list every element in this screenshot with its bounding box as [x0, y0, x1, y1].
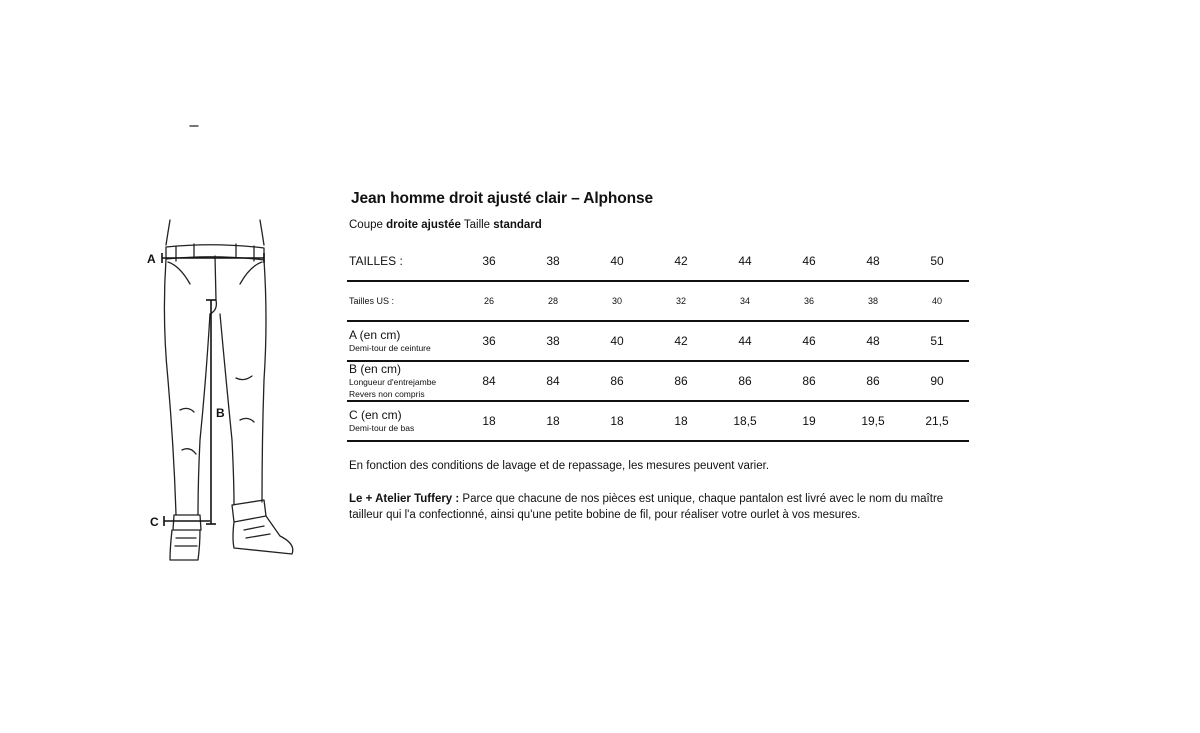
- label-b: B: [216, 406, 225, 420]
- us-size-cell: 32: [649, 281, 713, 321]
- measure-cell: 38: [521, 321, 585, 361]
- measure-cell: 84: [457, 361, 521, 401]
- measure-cell: 36: [457, 321, 521, 361]
- us-size-cell: 26: [457, 281, 521, 321]
- label-a: A: [147, 252, 156, 266]
- measure-b-note: Revers non compris: [349, 389, 425, 399]
- measure-cell: 19: [777, 401, 841, 441]
- measure-cell: 86: [649, 361, 713, 401]
- measure-cell: 51: [905, 321, 969, 361]
- sizes-label: TAILLES :: [347, 242, 457, 281]
- measure-b-title: B (en cm): [349, 362, 402, 376]
- size-cell: 44: [713, 242, 777, 281]
- measure-cell: 46: [777, 321, 841, 361]
- measure-cell: 18: [585, 401, 649, 441]
- measure-a-desc: Demi-tour de ceinture: [349, 343, 431, 353]
- measure-cell: 42: [649, 321, 713, 361]
- measure-row-a: [347, 321, 969, 361]
- measure-cell: 84: [521, 361, 585, 401]
- us-size-cell: 34: [713, 281, 777, 321]
- us-sizes-label: Tailles US :: [347, 281, 457, 321]
- measure-row-c: [347, 401, 969, 441]
- measure-cell: 40: [585, 321, 649, 361]
- measure-cell: 90: [905, 361, 969, 401]
- product-title: Jean homme droit ajusté clair – Alphonse: [351, 190, 654, 207]
- measure-b-desc: Longueur d'entrejambe: [349, 377, 437, 387]
- measure-b-label: [347, 361, 457, 401]
- fit-middle: Taille: [460, 219, 494, 231]
- size-type: standard: [493, 219, 542, 231]
- measure-c-desc: Demi-tour de bas: [349, 423, 415, 433]
- measure-cell: 86: [777, 361, 841, 401]
- size-cell: 40: [585, 242, 649, 281]
- fit-prefix: Coupe: [349, 219, 387, 231]
- label-c: C: [150, 515, 159, 529]
- us-size-cell: 40: [905, 281, 969, 321]
- measure-a-title: A (en cm): [349, 328, 401, 342]
- measure-c-title: C (en cm): [349, 408, 402, 422]
- washing-note: En fonction des conditions de lavage et de repassage, les mesures peuvent varier.: [349, 460, 770, 472]
- fit-description: [349, 219, 542, 231]
- atelier-text: Parce que chacune de nos pièces est unique, chaque pantalon est livré avec le nom du maître tailleur qui l'a confectionné, ainsi qu'une petite bobine de fil, pour réaliser votre ourlet à vos mesures.: [349, 493, 944, 521]
- measure-cell: 86: [585, 361, 649, 401]
- measure-cell: 18,5: [713, 401, 777, 441]
- measure-cell: 44: [713, 321, 777, 361]
- atelier-lead: Le + Atelier Tuffery :: [349, 493, 460, 505]
- size-cell: 42: [649, 242, 713, 281]
- measure-a-label: [347, 321, 457, 361]
- size-cell: 48: [841, 242, 905, 281]
- measure-cell: 18: [457, 401, 521, 441]
- us-size-cell: 38: [841, 281, 905, 321]
- sizes-row: [347, 242, 969, 281]
- us-size-cell: 30: [585, 281, 649, 321]
- us-sizes-row: [347, 281, 969, 321]
- fit-type: droite ajustée: [386, 219, 461, 231]
- size-cell: 38: [521, 242, 585, 281]
- measure-cell: 21,5: [905, 401, 969, 441]
- measure-cell: 86: [841, 361, 905, 401]
- measure-c-label: [347, 401, 457, 441]
- size-chart-table: [347, 242, 969, 442]
- measure-cell: 48: [841, 321, 905, 361]
- us-size-cell: 28: [521, 281, 585, 321]
- size-cell: 46: [777, 242, 841, 281]
- atelier-paragraph: [349, 491, 949, 523]
- jeans-illustration: [140, 120, 310, 570]
- measure-cell: 19,5: [841, 401, 905, 441]
- us-size-cell: 36: [777, 281, 841, 321]
- size-cell: 36: [457, 242, 521, 281]
- measure-cell: 86: [713, 361, 777, 401]
- size-cell: 50: [905, 242, 969, 281]
- measure-cell: 18: [649, 401, 713, 441]
- measure-row-b: [347, 361, 969, 401]
- measure-cell: 18: [521, 401, 585, 441]
